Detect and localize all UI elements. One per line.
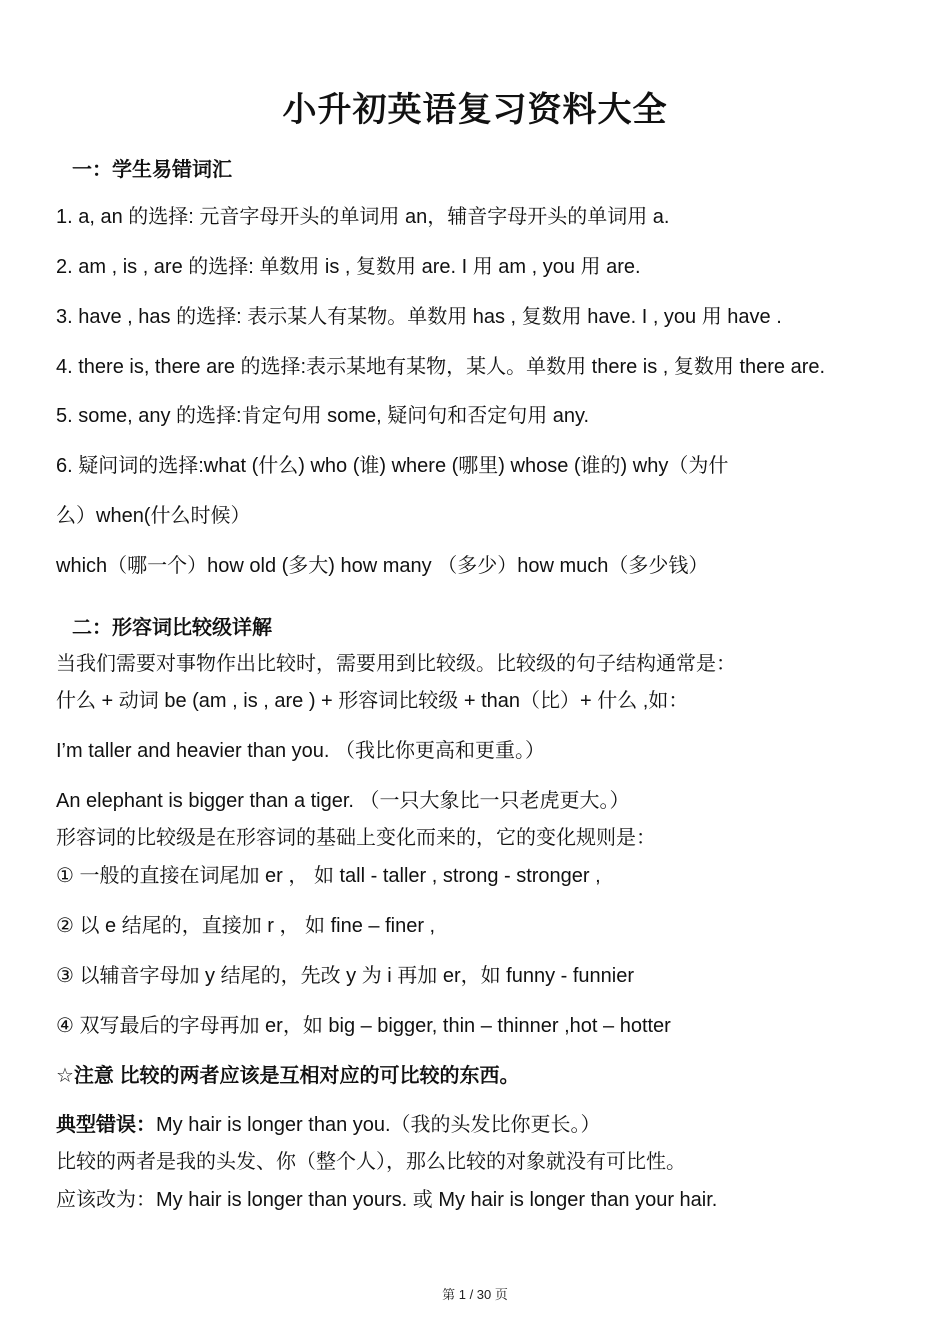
text-line: 什么 + 动词 be (am , is , are ) + 形容词比较级 + than（比）+ 什么 ,如： <box>56 690 689 712</box>
text-line: which（哪一个）how old (多大) how many （多少）how much（多少钱） <box>56 555 709 577</box>
page-title: 小升初英语复习资料大全 <box>282 90 668 130</box>
text-line: 6. 疑问词的选择:what (什么) who (谁) where (哪里) whose (谁的) why（为什 <box>56 455 729 477</box>
text-line: I’m taller and heavier than you. （我比你更高和更重。） <box>56 740 546 762</box>
section-heading-vocabulary: 一：学生易错词汇 <box>72 159 232 181</box>
note-line: ☆注意 比较的两者应该是互相对应的可比较的东西。 <box>56 1065 520 1087</box>
text-line: 4. there is, there are 的选择:表示某地有某物，某人。单数用 there is , 复数用 there are. <box>56 356 826 378</box>
error-label: 典型错误： <box>56 1114 156 1136</box>
error-text: My hair is longer than you.（我的头发比你更长。） <box>156 1114 601 1136</box>
rule-item-4: ④ 双写最后的字母再加 er，如 big – bigger, thin – thinner ,hot – hotter <box>56 1015 671 1037</box>
rule-item-3: ③ 以辅音字母加 y 结尾的，先改 y 为 i 再加 er，如 funny - funnier <box>56 965 635 987</box>
error-example-line <box>56 1112 601 1138</box>
text-line: 1. a, an 的选择: 元音字母开头的单词用 an，辅音字母开头的单词用 a. <box>56 206 670 228</box>
page-number: 第 1 / 30 页 <box>442 1287 508 1302</box>
text-line: 当我们需要对事物作出比较时，需要用到比较级。比较级的句子结构通常是： <box>56 653 736 675</box>
text-line: 5. some, any 的选择:肯定句用 some, 疑问句和否定句用 any. <box>56 405 590 427</box>
explanation-line: 比较的两者是我的头发、你（整个人），那么比较的对象就没有可比性。 <box>56 1151 686 1173</box>
rule-item-1: ① 一般的直接在词尾加 er ， 如 tall - taller , strong - stronger , <box>56 865 601 887</box>
text-line: 么）when(什么时候） <box>56 505 251 527</box>
text-line: 2. am , is , are 的选择: 单数用 is , 复数用 are. I 用 am , you 用 are. <box>56 256 641 278</box>
section-heading-comparatives: 二：形容词比较级详解 <box>72 617 272 639</box>
text-line: 形容词的比较级是在形容词的基础上变化而来的，它的变化规则是： <box>56 827 656 849</box>
text-line: An elephant is bigger than a tiger. （一只大象比一只老虎更大。） <box>56 790 630 812</box>
correction-line: 应该改为：My hair is longer than yours. 或 My hair is longer than your hair. <box>56 1189 718 1211</box>
text-line: 3. have , has 的选择: 表示某人有某物。单数用 has , 复数用 have. I , you 用 have . <box>56 306 782 328</box>
rule-item-2: ② 以 e 结尾的，直接加 r ， 如 fine – finer , <box>56 915 436 937</box>
